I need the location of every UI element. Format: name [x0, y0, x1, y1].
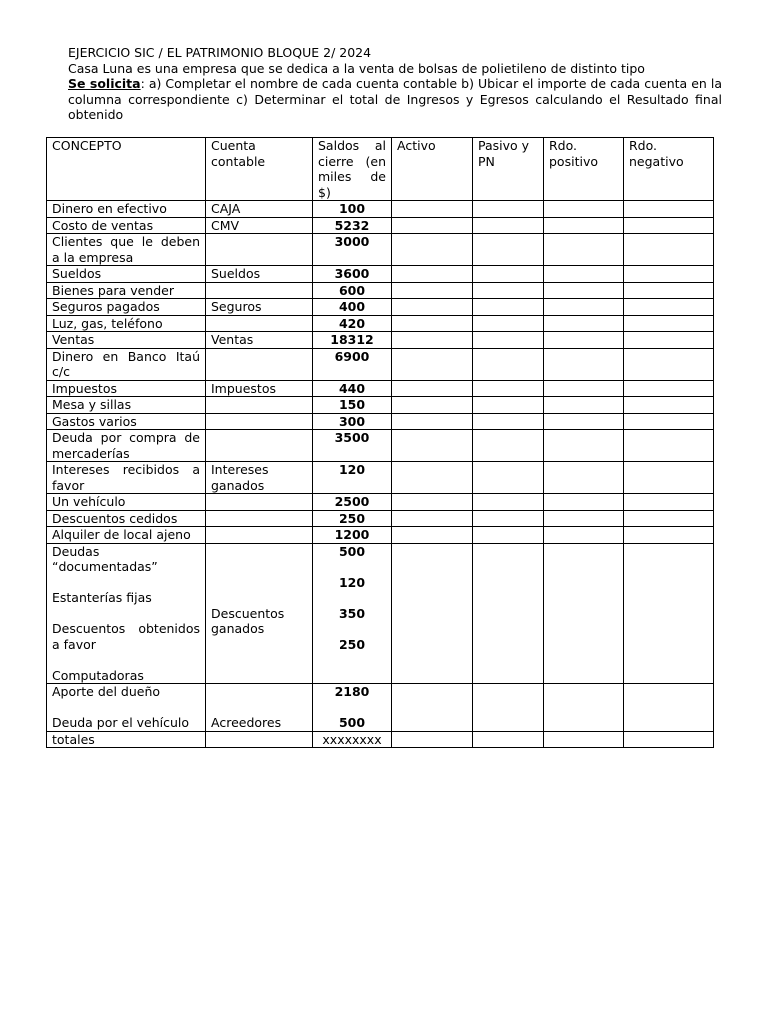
- cuenta-line: Seguros: [211, 299, 262, 314]
- saldo-value: 500: [338, 715, 366, 730]
- saldo-cell: [313, 380, 392, 397]
- rdo-negativo-cell[interactable]: [624, 315, 714, 332]
- rdo-positivo-cell[interactable]: [544, 494, 624, 511]
- concepto-line: Sueldos: [52, 266, 102, 281]
- cuenta-line: Descuentos: [211, 605, 285, 621]
- saldo-value: 2180: [334, 684, 370, 699]
- rdo-positivo-cell[interactable]: [544, 348, 624, 380]
- concepto-line: Intereses recibidos a: [52, 462, 200, 477]
- rdo-positivo-cell[interactable]: [544, 462, 624, 494]
- accounts-table: [46, 137, 714, 748]
- saldo-value: 1200: [334, 527, 370, 542]
- concepto-cell: [47, 510, 206, 527]
- concepto-line: a la empresa: [52, 249, 134, 265]
- saldo-cell: [313, 543, 392, 684]
- rdo-negativo-cell[interactable]: [624, 527, 714, 544]
- concepto-line: Computadoras: [52, 667, 144, 683]
- saldo-cell: [313, 430, 392, 462]
- rdo-negativo-cell[interactable]: [624, 234, 714, 266]
- cuenta-cell: [206, 348, 313, 380]
- activo-cell[interactable]: [392, 430, 473, 462]
- table-row: [47, 380, 714, 397]
- concepto-line: Aporte del dueño: [52, 684, 161, 699]
- rdo-negativo-cell[interactable]: [624, 201, 714, 218]
- concepto-cell: [47, 430, 206, 462]
- concepto-cell: [47, 413, 206, 430]
- table-row: [47, 413, 714, 430]
- concepto-line: “documentadas”: [52, 559, 158, 574]
- concepto-cell: [47, 315, 206, 332]
- rdo-negativo-total-cell[interactable]: [624, 731, 714, 748]
- activo-cell[interactable]: [392, 315, 473, 332]
- table-row-group: [47, 684, 714, 732]
- rdo-positivo-cell[interactable]: [544, 332, 624, 349]
- concepto-line: Clientes que le deben: [52, 234, 200, 249]
- table-row: [47, 201, 714, 218]
- activo-cell[interactable]: [392, 332, 473, 349]
- saldo-value: 120: [338, 574, 366, 590]
- cuenta-cell: [206, 462, 313, 494]
- concepto-cell: [47, 494, 206, 511]
- header-cuenta-contable: Cuenta contable: [206, 138, 313, 201]
- cuenta-cell: [206, 494, 313, 511]
- rdo-negativo-cell[interactable]: [624, 332, 714, 349]
- concepto-cell: [47, 266, 206, 283]
- saldo-value: 500: [338, 543, 366, 559]
- header-saldos-line: $): [318, 184, 331, 200]
- activo-cell[interactable]: [392, 543, 473, 684]
- rdo-negativo-cell[interactable]: [624, 510, 714, 527]
- pasivo-cell[interactable]: [473, 315, 544, 332]
- concepto-cell: [47, 462, 206, 494]
- rdo-positivo-cell[interactable]: [544, 315, 624, 332]
- rdo-negativo-cell[interactable]: [624, 299, 714, 316]
- header-concepto: CONCEPTO: [47, 138, 206, 201]
- concepto-cell: [47, 282, 206, 299]
- activo-cell[interactable]: [392, 234, 473, 266]
- rdo-positivo-cell[interactable]: [544, 234, 624, 266]
- header-saldos-line: Saldos al: [318, 138, 386, 153]
- saldo-value: 3600: [334, 266, 370, 281]
- rdo-negativo-cell[interactable]: [624, 266, 714, 283]
- rdo-positivo-cell[interactable]: [544, 684, 624, 732]
- saldo-value: 300: [338, 413, 366, 429]
- concepto-line: Un vehículo: [52, 494, 126, 509]
- concepto-line: Alquiler de local ajeno: [52, 527, 191, 542]
- saldo-value: 2500: [334, 494, 370, 509]
- document-title: EJERCICIO SIC / EL PATRIMONIO BLOQUE 2/ 2024: [68, 45, 372, 60]
- concepto-cell: [47, 234, 206, 266]
- saldo-cell: [313, 266, 392, 283]
- rdo-positivo-cell[interactable]: [544, 413, 624, 430]
- totals-saldo: xxxxxxxx: [313, 731, 392, 748]
- rdo-positivo-cell[interactable]: [544, 380, 624, 397]
- saldo-cell: [313, 332, 392, 349]
- cuenta-line: ganados: [211, 477, 265, 493]
- cuenta-cell: [206, 201, 313, 218]
- saldo-value: 250: [338, 636, 366, 652]
- saldo-cell: [313, 299, 392, 316]
- saldo-value: 3000: [334, 234, 370, 249]
- activo-cell[interactable]: [392, 494, 473, 511]
- pasivo-cell[interactable]: [473, 299, 544, 316]
- concepto-line: Seguros pagados: [52, 299, 160, 314]
- table-row: [47, 234, 714, 266]
- saldo-value: 5232: [334, 217, 370, 233]
- cuenta-cell: [206, 332, 313, 349]
- cuenta-cell: [206, 299, 313, 316]
- header-rdo-negativo: Rdo. negativo: [624, 138, 714, 201]
- saldo-cell: [313, 494, 392, 511]
- header-saldos-line: miles de: [318, 169, 386, 184]
- pasivo-total-cell[interactable]: [473, 731, 544, 748]
- accounts-table-body: [47, 138, 714, 748]
- table-row: [47, 397, 714, 414]
- saldo-value: 18312: [330, 332, 374, 347]
- intro-text: Casa Luna es una empresa que se dedica a la venta de bolsas de polietileno de distinto tipo: [68, 60, 645, 76]
- table-row: [47, 266, 714, 283]
- document-header: [68, 45, 722, 123]
- cuenta-cell: [206, 430, 313, 462]
- table-row: [47, 282, 714, 299]
- pasivo-cell[interactable]: [473, 527, 544, 544]
- saldo-value: 3500: [334, 430, 370, 445]
- cuenta-cell: [206, 282, 313, 299]
- cuenta-cell: [206, 266, 313, 283]
- saldo-cell: [313, 315, 392, 332]
- pasivo-cell[interactable]: [473, 266, 544, 283]
- concepto-cell: [47, 332, 206, 349]
- rdo-negativo-cell[interactable]: [624, 413, 714, 430]
- activo-cell[interactable]: [392, 217, 473, 234]
- concepto-line: favor: [52, 477, 85, 493]
- concepto-line: Mesa y sillas: [52, 397, 132, 412]
- rdo-negativo-cell[interactable]: [624, 430, 714, 462]
- table-row-group: [47, 543, 714, 684]
- pasivo-cell[interactable]: [473, 413, 544, 430]
- concepto-cell: [47, 684, 206, 732]
- concepto-line: Luz, gas, teléfono: [52, 315, 163, 331]
- cuenta-cell: [206, 315, 313, 332]
- saldo-cell: [313, 397, 392, 414]
- saldo-cell: [313, 282, 392, 299]
- header-activo: Activo: [392, 138, 473, 201]
- cuenta-line: CAJA: [211, 201, 241, 216]
- rdo-positivo-cell[interactable]: [544, 299, 624, 316]
- rdo-positivo-cell[interactable]: [544, 201, 624, 218]
- rdo-negativo-cell[interactable]: [624, 462, 714, 494]
- pasivo-cell[interactable]: [473, 201, 544, 218]
- cuenta-cell: [206, 397, 313, 414]
- cuenta-cell: [206, 413, 313, 430]
- saldo-cell: [313, 462, 392, 494]
- saldo-cell: [313, 510, 392, 527]
- pasivo-cell[interactable]: [473, 430, 544, 462]
- concepto-cell: [47, 380, 206, 397]
- pasivo-cell[interactable]: [473, 510, 544, 527]
- pasivo-cell[interactable]: [473, 234, 544, 266]
- cuenta-cell: [206, 527, 313, 544]
- cuenta-line: ganados: [211, 621, 265, 636]
- pasivo-cell[interactable]: [473, 543, 544, 684]
- rdo-negativo-cell[interactable]: [624, 282, 714, 299]
- saldo-cell: [313, 527, 392, 544]
- pasivo-cell[interactable]: [473, 217, 544, 234]
- activo-cell[interactable]: [392, 380, 473, 397]
- cuenta-line: Ventas: [211, 332, 254, 347]
- activo-cell[interactable]: [392, 462, 473, 494]
- cuenta-cell: [206, 731, 313, 748]
- cuenta-cell: [206, 543, 313, 684]
- rdo-negativo-cell[interactable]: [624, 494, 714, 511]
- concepto-cell: [47, 543, 206, 684]
- cuenta-line: Impuestos: [211, 380, 276, 396]
- activo-cell[interactable]: [392, 527, 473, 544]
- saldo-value: 150: [338, 397, 366, 412]
- rdo-negativo-cell[interactable]: [624, 217, 714, 234]
- totals-label: totales: [47, 731, 206, 748]
- pasivo-cell[interactable]: [473, 332, 544, 349]
- concepto-cell: [47, 348, 206, 380]
- activo-cell[interactable]: [392, 201, 473, 218]
- instructions-paragraph: [68, 76, 722, 123]
- cuenta-cell: [206, 217, 313, 234]
- pasivo-cell[interactable]: [473, 684, 544, 732]
- concepto-line: Impuestos: [52, 380, 117, 396]
- table-row: [47, 510, 714, 527]
- concepto-cell: [47, 397, 206, 414]
- totals-row: [47, 731, 714, 748]
- activo-cell[interactable]: [392, 282, 473, 299]
- activo-cell[interactable]: [392, 299, 473, 316]
- pasivo-cell[interactable]: [473, 348, 544, 380]
- rdo-negativo-cell[interactable]: [624, 380, 714, 397]
- saldo-cell: [313, 348, 392, 380]
- activo-cell[interactable]: [392, 413, 473, 430]
- rdo-positivo-cell[interactable]: [544, 430, 624, 462]
- rdo-positivo-total-cell[interactable]: [544, 731, 624, 748]
- table-header-row: [47, 138, 714, 201]
- rdo-positivo-cell[interactable]: [544, 527, 624, 544]
- rdo-negativo-cell[interactable]: [624, 348, 714, 380]
- activo-cell[interactable]: [392, 684, 473, 732]
- pasivo-cell[interactable]: [473, 282, 544, 299]
- concepto-line: Bienes para vender: [52, 282, 174, 298]
- pasivo-cell[interactable]: [473, 462, 544, 494]
- rdo-positivo-cell[interactable]: [544, 266, 624, 283]
- cuenta-line: Intereses: [211, 462, 269, 477]
- rdo-negativo-cell[interactable]: [624, 684, 714, 732]
- table-row: [47, 430, 714, 462]
- saldo-cell: [313, 217, 392, 234]
- table-row: [47, 299, 714, 316]
- concepto-line: Deuda por compra de: [52, 430, 200, 445]
- concepto-line: Deuda por el vehículo: [52, 715, 190, 730]
- table-row: [47, 332, 714, 349]
- saldo-value: 6900: [334, 348, 370, 364]
- rdo-positivo-cell[interactable]: [544, 397, 624, 414]
- saldo-value: 250: [338, 510, 366, 526]
- instructions-text: : a) Completar el nombre de cada cuenta contable b) Ubicar el importe de cada cuenta en la columna correspondiente c) Determinar el total de Ingresos y Egresos calculando el Resultado final obtenido: [68, 76, 722, 122]
- concepto-cell: [47, 201, 206, 218]
- saldo-cell: [313, 684, 392, 732]
- cuenta-line: Sueldos: [211, 266, 261, 281]
- concepto-line: Ventas: [52, 332, 95, 347]
- saldo-value: 350: [338, 605, 366, 621]
- concepto-line: Dinero en efectivo: [52, 201, 167, 216]
- concepto-line: Deudas: [52, 543, 100, 559]
- header-saldos-line: cierre (en: [318, 153, 386, 169]
- cuenta-line: CMV: [211, 217, 240, 233]
- cuenta-line: Acreedores: [211, 715, 282, 730]
- table-row: [47, 462, 714, 494]
- concepto-cell: [47, 217, 206, 234]
- saldo-value: 120: [338, 462, 366, 477]
- saldo-cell: [313, 201, 392, 218]
- concepto-line: Estanterías fijas: [52, 590, 152, 605]
- rdo-positivo-cell[interactable]: [544, 217, 624, 234]
- rdo-positivo-cell[interactable]: [544, 282, 624, 299]
- concepto-line: Costo de ventas: [52, 217, 154, 233]
- rdo-negativo-cell[interactable]: [624, 397, 714, 414]
- pasivo-cell[interactable]: [473, 380, 544, 397]
- activo-cell[interactable]: [392, 510, 473, 527]
- concepto-cell: [47, 527, 206, 544]
- concepto-line: mercaderías: [52, 445, 130, 461]
- saldo-value: 440: [338, 380, 366, 396]
- concepto-line: a favor: [52, 636, 96, 652]
- cuenta-cell: [206, 234, 313, 266]
- table-row: [47, 217, 714, 234]
- cuenta-cell: [206, 684, 313, 732]
- concepto-line: Dinero en Banco Itaú: [52, 348, 200, 364]
- activo-cell[interactable]: [392, 397, 473, 414]
- cuenta-cell: [206, 380, 313, 397]
- instructions-lead: Se solicita: [68, 76, 141, 91]
- activo-cell[interactable]: [392, 348, 473, 380]
- concepto-line: c/c: [52, 364, 70, 379]
- table-row: [47, 527, 714, 544]
- pasivo-cell[interactable]: [473, 397, 544, 414]
- activo-total-cell[interactable]: [392, 731, 473, 748]
- table-row: [47, 348, 714, 380]
- header-pasivo-pn: Pasivo y PN: [473, 138, 544, 201]
- saldo-value: 600: [338, 282, 366, 298]
- concepto-cell: [47, 299, 206, 316]
- rdo-negativo-cell[interactable]: [624, 543, 714, 684]
- saldo-value: 420: [338, 315, 366, 331]
- concepto-line: Gastos varios: [52, 413, 137, 429]
- saldo-value: 400: [338, 299, 366, 314]
- saldo-cell: [313, 234, 392, 266]
- pasivo-cell[interactable]: [473, 494, 544, 511]
- header-rdo-positivo: Rdo. positivo: [544, 138, 624, 201]
- concepto-line: Descuentos cedidos: [52, 510, 178, 526]
- header-saldos: [313, 138, 392, 201]
- rdo-positivo-cell[interactable]: [544, 510, 624, 527]
- rdo-positivo-cell[interactable]: [544, 543, 624, 684]
- table-row: [47, 494, 714, 511]
- concepto-line: Descuentos obtenidos: [52, 621, 200, 636]
- activo-cell[interactable]: [392, 266, 473, 283]
- table-row: [47, 315, 714, 332]
- cuenta-cell: [206, 510, 313, 527]
- saldo-cell: [313, 413, 392, 430]
- saldo-value: 100: [338, 201, 366, 216]
